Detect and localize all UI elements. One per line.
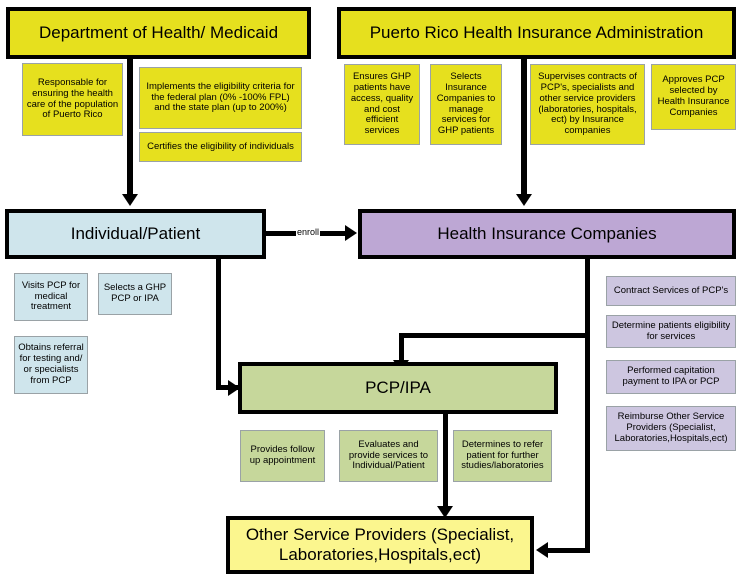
edge-label-enroll: enroll — [297, 227, 320, 237]
note-depthealth-eligibility-criteria-text: Implements the eligibility criteria for the federal plan (0% -100% FPL) and the state plan (up to 200%) — [146, 80, 295, 114]
note-prhia-approves-pcp-text: Approves PCP selected by Health Insurance Companies — [657, 74, 730, 118]
node-health-insurance-companies-label: Health Insurance Companies — [437, 224, 657, 244]
node-department-of-health-label: Department of Health/ Medicaid — [38, 23, 279, 43]
connector-insurance-to-pcp-vertical-right — [585, 258, 590, 338]
connector-prhia-to-insurance-arrowhead — [516, 194, 532, 206]
note-individual-visits-pcp — [14, 273, 88, 321]
connector-insurance-to-pcp-vertical-left — [399, 333, 404, 363]
note-depthealth-certifies-eligibility — [139, 132, 302, 162]
note-depthealth-responsibility — [22, 63, 123, 136]
connector-prhia-to-insurance-line — [521, 58, 527, 196]
note-prhia-selects-insurance-companies — [430, 64, 502, 145]
connector-pcp-to-otherproviders-line — [443, 414, 448, 508]
note-prhia-supervises-contracts — [530, 64, 645, 145]
note-pcp-determines-referral-text: Determines to refer patient for further studies/laboratories — [461, 438, 544, 472]
note-depthealth-eligibility-criteria — [139, 67, 302, 129]
note-individual-selects-ghp-pcp — [98, 273, 172, 315]
node-other-service-providers[interactable] — [226, 516, 534, 574]
node-prhia[interactable] — [337, 7, 736, 59]
connector-depthealth-to-individual-arrowhead — [122, 194, 138, 206]
note-individual-selects-ghp-pcp-text: Selects a GHP PCP or IPA — [103, 282, 167, 304]
note-prhia-approves-pcp — [651, 64, 736, 130]
note-pcp-provides-followup-text: Provides follow up appointment — [249, 444, 316, 466]
note-insurance-capitation-payment-text: Performed capitation payment to IPA or PCP — [622, 365, 720, 387]
connector-depthealth-to-individual-line — [127, 58, 133, 196]
note-insurance-determine-eligibility-text: Determine patients eligibility for services — [611, 319, 731, 342]
note-individual-visits-pcp-text: Visits PCP for medical treatment — [21, 279, 81, 313]
node-other-service-providers-label: Other Service Providers (Specialist, Laboratories,Hospitals,ect) — [245, 525, 515, 564]
node-prhia-label: Puerto Rico Health Insurance Administration — [369, 23, 704, 43]
note-depthealth-responsibility-text: Responsable for ensuring the health care of the population of Puerto Rico — [26, 76, 119, 121]
note-depthealth-certifies-eligibility-text: Certifies the eligibility of individuals — [147, 140, 294, 152]
node-individual-patient-label: Individual/Patient — [70, 224, 201, 244]
note-insurance-determine-eligibility — [606, 315, 736, 348]
node-health-insurance-companies[interactable] — [358, 209, 736, 259]
node-pcp-ipa[interactable] — [238, 362, 558, 414]
note-prhia-selects-insurance-companies-text: Selects Insurance Companies to manage services for GHP patients — [436, 70, 496, 137]
note-pcp-evaluates-services — [339, 430, 438, 482]
connector-insurance-to-otherproviders-arrowhead — [536, 542, 548, 558]
connector-individual-to-pcp-vertical — [216, 258, 221, 389]
node-department-of-health[interactable] — [6, 7, 311, 59]
note-pcp-determines-referral — [453, 430, 552, 482]
note-individual-obtains-referral-text: Obtains referral for testing and/ or specialists from PCP — [18, 342, 84, 386]
connector-insurance-to-pcp-horizontal — [399, 333, 590, 338]
note-prhia-supervises-contracts-text: Supervises contracts of PCP's, specialists and other service providers (laboratories, hospitals, ect) by Insurance companies — [538, 70, 637, 137]
note-insurance-reimburse-providers — [606, 406, 736, 451]
connector-individual-to-insurance-arrowhead — [345, 225, 357, 241]
note-insurance-reimburse-providers-text: Reimburse Other Service Providers (Specialist, Laboratories,Hospitals,ect) — [614, 411, 728, 444]
note-insurance-capitation-payment — [606, 360, 736, 394]
note-insurance-contract-services-text: Contract Services of PCP's — [613, 284, 729, 296]
note-pcp-provides-followup — [240, 430, 325, 482]
connector-insurance-to-otherproviders-horizontal — [548, 548, 590, 553]
connector-insurance-to-otherproviders-vertical — [585, 338, 590, 553]
note-prhia-ensures-ghp-access-text: Ensures GHP patients have access, quality and cost efficient services — [350, 70, 414, 137]
note-insurance-contract-services — [606, 276, 736, 306]
note-prhia-ensures-ghp-access — [344, 64, 420, 145]
note-individual-obtains-referral — [14, 336, 88, 394]
node-pcp-ipa-label: PCP/IPA — [365, 378, 431, 398]
node-individual-patient[interactable] — [5, 209, 266, 259]
note-pcp-evaluates-services-text: Evaluates and provide services to Individual/Patient — [348, 438, 429, 472]
